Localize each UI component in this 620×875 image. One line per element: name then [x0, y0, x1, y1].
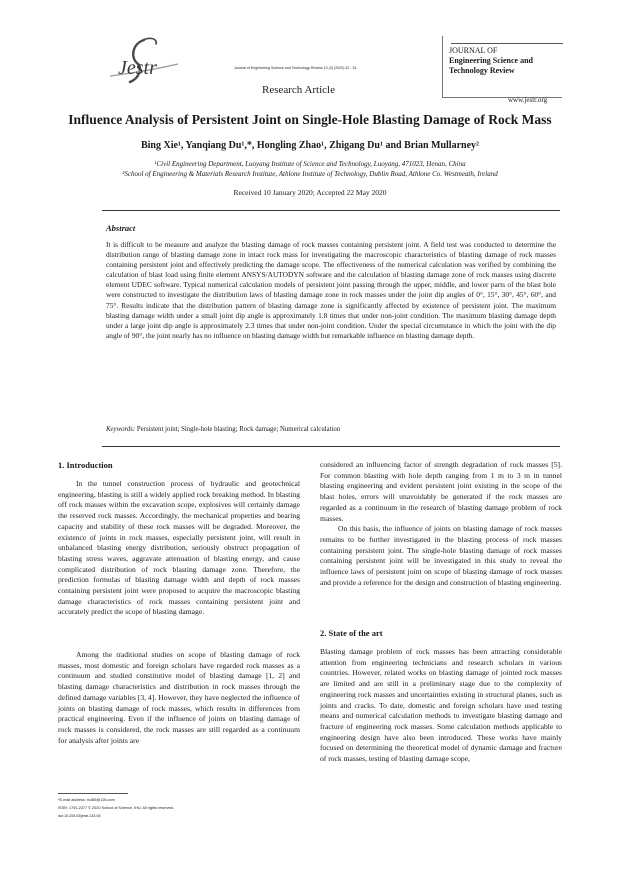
abstract-heading: Abstract [106, 223, 136, 233]
divider-bottom [102, 446, 560, 447]
paragraph-text: Among the traditional studies on scope of blasting damage of rock masses, most domestic and foreign scholars have regarded rock masses as a continuum and studied constitutive model of blasting damage [1, 2] and blasting damage characteristics and distribution in rock masses through the defined damage variables [3, 4]. However, they have neglected the influence of joints on blasting damage of rock masses, which results in differences from practical engineering. Even if the influence of joints on blasting damage of rock masses is considered, the rock masses are still regarded as a continuum for analysis after joints are [58, 650, 300, 745]
intro-paragraph-1 [58, 479, 300, 618]
journal-name-line-1: JOURNAL OF [449, 46, 498, 55]
keywords-label: Keywords: [106, 426, 136, 433]
journal-website-link[interactable]: www.jestr.org [508, 96, 548, 104]
footnote-doi: doi:10.25103/jestr.133.06 [58, 814, 101, 818]
article-type: Research Article [262, 84, 335, 96]
journal-name-line-2: Engineering Science and [449, 56, 534, 65]
intro-paragraphs-continued [320, 460, 562, 588]
journal-logo [104, 34, 184, 92]
state-of-art-paragraph [320, 647, 562, 765]
section-heading-state-of-art: 2. State of the art [320, 628, 383, 638]
section-heading-introduction: 1. Introduction [58, 460, 113, 470]
journal-logo-mark [104, 34, 184, 92]
intro-paragraph-2 [58, 650, 300, 746]
affiliation-2: ²School of Engineering & Materials Research Institute, Athlone Institute of Technology, Dublin Road, Athlone Co. Westmeath, Ireland [122, 170, 498, 178]
keywords-text: Persistent joint; Single-hole blasting; Rock damage; Numerical calculation [136, 426, 341, 433]
journal-reference: Journal of Engineering Science and Technology Review 13 (3) (2020) 42 - 51 [234, 66, 357, 70]
author-list: Bing Xie¹, Yanqiang Du¹,*, Hongling Zhao¹, Zhigang Du¹ and Brian Mullarney² [140, 140, 480, 151]
footnote-issn: ISSN: 1791-2377 © 2020 School of Science, IHU. All rights reserved. [58, 806, 174, 810]
affiliation-1: ¹Civil Engineering Department, Luoyang Institute of Science and Technology, Luoyang, 471023, Henan, China [154, 160, 466, 168]
paper-title: Influence Analysis of Persistent Joint on Single-Hole Blasting Damage of Rock Mass [68, 112, 552, 127]
received-accepted-dates: Received 10 January 2020; Accepted 22 May 2020 [233, 188, 387, 197]
keywords [106, 426, 340, 433]
paragraph-text: considered an influencing factor of strength degradation of rock masses [5]. For common blasting with hole depth ranging from 1 m to 3 m in tunnel blasting engineering and evident persistent joint existing in the scope of the blast holes, errors will unavoidably be generated if the rock masses are regarded as a continuum in the research of blasting damage problem of rock masses. [320, 460, 562, 523]
abstract-text: It is difficult to be measure and analyze the blasting damage of rock masses containing persistent joint. A field test was conducted to determine the distribution range of blasting damage zone in intact rock mass for investigating the macroscopic characteristics of blasting damage of rock masses containing persistent joint and effectively predicting the damage scope. The effectiveness of the numerical calculation was verified by combining the calculation of blast load using finite element ANSYS/AUTODYN software and the calculation of blasting damage zone of rock masses using discrete element UDEC software. Typical numerical calculation models of persistent joint passing through the upper, middle, and lower parts of the blast hole were constructed to investigate the distribution laws of blasting damage zone in rock masses under the joint dip angles of 0°, 15°, 30°, 45°, 60°, and 75°. Results indicate that the distribution pattern of blasting damage zone is significantly affected by existence of persistent joint. The maximum blasting damage width under a small joint dip angle is approximately 1.8 times that under non-joint condition. The maximum blasting damage depth under a large joint dip angle is approximately 2.3 times that under non-joint condition. Under the special circumstance in which the joint with the dip angle of 90°, the joint nearly has no influence on blasting damage width but remarkable influence on blasting damage depth. [106, 240, 556, 340]
footnote-email: *E-mail address: rs485@126.com [58, 798, 115, 802]
paragraph-text: On this basis, the influence of joints on blasting damage of rock masses remains to be further investigated in the blasting process of rock masses containing persistent joint. The single-hole blasting damage of rock masses containing persistent joint will be investigated in this study to reveal the influence laws of persistent joint on scope of blasting damage of rock masses and provide a reference for the design and construction of blasting engineering. [320, 524, 562, 587]
divider-top [102, 210, 560, 211]
footnote-rule [58, 793, 128, 794]
logo-text: Jestr [118, 57, 157, 79]
journal-name-box [442, 36, 562, 98]
journal-box-rule [451, 43, 563, 44]
paragraph-text: Blasting damage problem of rock masses has been attracting considerable attention from engineering technicians and research scholars in various countries. However, related works on blasting damage of jointed rock masses are limited and are still in a preliminary stage due to the complexity of engineering rock masses and uncertainties existing in structural planes, such as joints and cracks. To date, domestic and foreign scholars have used testing means and numerical calculation methods to investigate blasting damage and fracture of engineering rock masses. Some calculation methods applicable to engineering design have also been introduced. These works have mainly focused on determining the theoretical model of dynamic damage and fracture of rock masses, testing of blasting damage scope, [320, 647, 562, 764]
journal-name-line-3: Technology Review [449, 66, 515, 75]
paragraph-text: In the tunnel construction process of hydraulic and geotechnical engineering, blasting is still a widely applied rock breaking method. In blasting off rock masses within the excavation scope, explosives will certainly damage the reserved rock masses. Accordingly, the mechanical properties and bearing capacity and stability of these rock masses will be degraded. Moreover, the existence of joints in rock masses, especially persistent joint, will result in unbalanced blasting energy distribution, seriously obstruct propagation of blasting stress waves, aggravate attenuation of blasting energy, and cause complicated distribution of rock blasting damage zone. Therefore, the prediction formulas of blasting damage width and depth of rock masses containing persistent joint were proposed to acquire the macroscopic blasting damage characteristics of rock masses containing persistent joint and accurately predict the scope of blasting damage. [58, 479, 300, 617]
